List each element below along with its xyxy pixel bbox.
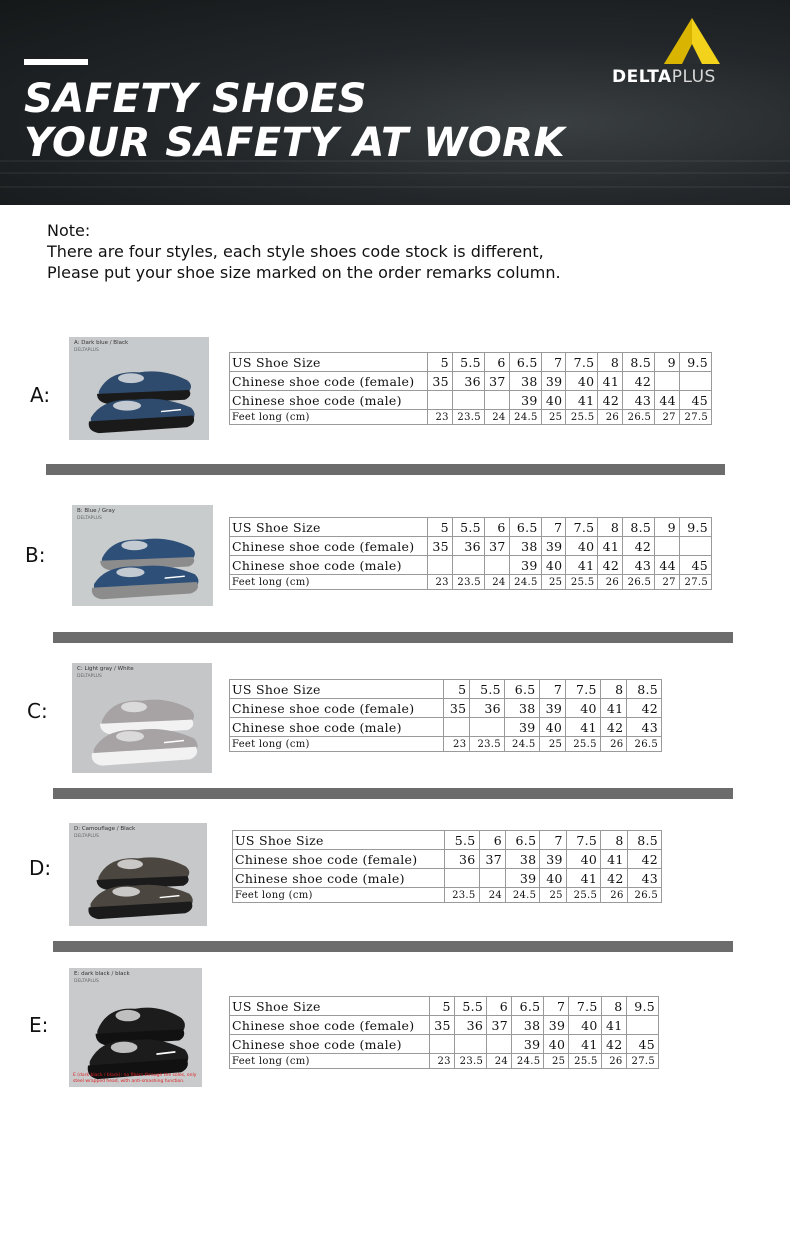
- size-cell: 44: [655, 391, 680, 410]
- size-cell: 39: [506, 869, 540, 888]
- logo-wordmark: DELTAPLUS: [612, 67, 716, 87]
- size-cell: 41: [566, 869, 600, 888]
- size-cell: 24.5: [512, 1054, 544, 1069]
- size-cell: 23.5: [470, 737, 505, 752]
- size-cell: 25: [541, 410, 566, 425]
- photo-brand: DELTAPLUS: [77, 516, 102, 521]
- size-cell: [479, 869, 505, 888]
- size-row-feet: [230, 410, 712, 425]
- size-cell: 42: [600, 718, 627, 737]
- size-cell: 40: [566, 699, 601, 718]
- size-row-female: [230, 699, 662, 718]
- size-cell: 8.5: [627, 831, 661, 850]
- size-row-us: [230, 518, 712, 537]
- size-cell: 44: [655, 556, 680, 575]
- size-cell: 42: [623, 372, 655, 391]
- size-cell: 42: [627, 699, 662, 718]
- size-cell: 26: [601, 888, 627, 903]
- size-row-us: [230, 353, 712, 372]
- size-cell: 27.5: [679, 575, 711, 590]
- size-row-feet: [230, 575, 712, 590]
- size-cell: 38: [506, 850, 540, 869]
- size-chart-table: [232, 830, 662, 903]
- size-cell: 9: [655, 518, 680, 537]
- size-cell: 9: [655, 353, 680, 372]
- size-cell: 6: [479, 831, 505, 850]
- size-cell: 40: [541, 556, 566, 575]
- size-cell: 42: [598, 391, 623, 410]
- size-cell: 7: [539, 680, 566, 699]
- size-cell: 42: [601, 869, 627, 888]
- shoe-photo: [69, 968, 202, 1087]
- size-cell: 7: [540, 831, 566, 850]
- size-cell: 35: [428, 537, 453, 556]
- size-cell: [428, 391, 453, 410]
- size-cell: [428, 556, 453, 575]
- size-cell: 7.5: [566, 831, 600, 850]
- size-cell: 42: [598, 556, 623, 575]
- size-row-us: [230, 997, 659, 1016]
- size-cell: 24: [487, 1054, 512, 1069]
- size-row-label: Feet long (cm): [230, 575, 428, 590]
- size-cell: 7: [541, 518, 566, 537]
- size-cell: 25: [540, 888, 566, 903]
- size-cell: 7: [544, 997, 569, 1016]
- section-divider: [46, 464, 725, 475]
- title-accent-bar: [24, 59, 88, 65]
- size-cell: 45: [626, 1035, 658, 1054]
- size-row-male: [233, 869, 662, 888]
- size-cell: 25.5: [569, 1054, 601, 1069]
- size-cell: 5: [428, 518, 453, 537]
- size-row-female: [230, 372, 712, 391]
- size-cell: 36: [454, 1016, 486, 1035]
- section-divider: [53, 941, 733, 952]
- size-cell: 26.5: [623, 575, 655, 590]
- size-cell: [679, 372, 711, 391]
- size-row-label: Chinese shoe code (male): [233, 869, 445, 888]
- size-cell: 5.5: [452, 353, 484, 372]
- size-cell: 6.5: [504, 680, 539, 699]
- size-cell: 5.5: [454, 997, 486, 1016]
- section-divider: [53, 788, 733, 799]
- size-row-feet: [230, 1054, 659, 1069]
- size-cell: 23: [428, 410, 453, 425]
- note-line-remarks: Please put your shoe size marked on the order remarks column.: [47, 263, 561, 282]
- size-cell: 7: [541, 353, 566, 372]
- photo-brand: DELTAPLUS: [77, 674, 102, 679]
- size-cell: 5.5: [452, 518, 484, 537]
- size-cell: 24.5: [506, 888, 540, 903]
- photo-brand: DELTAPLUS: [74, 348, 99, 353]
- size-cell: 23.5: [445, 888, 479, 903]
- size-cell: 43: [623, 556, 655, 575]
- size-cell: 7.5: [566, 680, 601, 699]
- size-cell: 43: [627, 718, 662, 737]
- size-cell: 27: [655, 575, 680, 590]
- shoe-photo: [69, 337, 209, 440]
- size-cell: 41: [566, 718, 601, 737]
- size-cell: 40: [566, 850, 600, 869]
- size-cell: 39: [504, 718, 539, 737]
- size-cell: 7.5: [566, 518, 598, 537]
- size-cell: 41: [601, 850, 627, 869]
- size-cell: [626, 1016, 658, 1035]
- size-row-label: Chinese shoe code (female): [230, 1016, 430, 1035]
- size-cell: 8: [601, 831, 627, 850]
- style-label: A:: [30, 383, 51, 407]
- size-row-label: Feet long (cm): [230, 737, 444, 752]
- photo-caption: E: dark black / black: [74, 971, 130, 977]
- size-cell: 35: [428, 372, 453, 391]
- style-label: B:: [25, 543, 46, 567]
- size-cell: 8.5: [627, 680, 662, 699]
- banner-title-line2: YOUR SAFETY AT WORK: [24, 120, 566, 166]
- size-cell: 6.5: [509, 518, 541, 537]
- size-cell: 39: [541, 537, 566, 556]
- size-cell: 6: [484, 353, 509, 372]
- size-cell: 9.5: [626, 997, 658, 1016]
- size-cell: 36: [445, 850, 479, 869]
- size-cell: 26.5: [627, 737, 662, 752]
- size-row-label: US Shoe Size: [230, 680, 444, 699]
- photo-caption: B: Blue / Gray: [77, 508, 116, 514]
- style-label: C:: [27, 699, 48, 723]
- size-cell: 8.5: [623, 353, 655, 372]
- size-row-us: [233, 831, 662, 850]
- size-cell: 24: [484, 410, 509, 425]
- size-cell: 40: [544, 1035, 569, 1054]
- size-row-label: Chinese shoe code (male): [230, 718, 444, 737]
- size-cell: 37: [484, 372, 509, 391]
- size-cell: 37: [487, 1016, 512, 1035]
- size-cell: 41: [601, 1016, 626, 1035]
- size-cell: 40: [539, 718, 566, 737]
- size-cell: 38: [509, 537, 541, 556]
- size-cell: 43: [623, 391, 655, 410]
- size-row-label: Chinese shoe code (male): [230, 391, 428, 410]
- size-cell: 6.5: [512, 997, 544, 1016]
- size-cell: 8.5: [623, 518, 655, 537]
- size-cell: 27: [655, 410, 680, 425]
- size-row-label: Chinese shoe code (female): [230, 372, 428, 391]
- size-cell: 24: [479, 888, 505, 903]
- size-cell: 25: [539, 737, 566, 752]
- size-row-male: [230, 718, 662, 737]
- size-cell: [470, 718, 505, 737]
- size-cell: 26: [600, 737, 627, 752]
- size-cell: 25.5: [566, 888, 600, 903]
- style-label: E:: [29, 1013, 49, 1037]
- size-row-label: Feet long (cm): [233, 888, 445, 903]
- shoe-photo: [72, 663, 212, 773]
- size-row-us: [230, 680, 662, 699]
- size-cell: 25.5: [566, 737, 601, 752]
- size-cell: 5: [443, 680, 470, 699]
- size-cell: 24.5: [509, 575, 541, 590]
- size-cell: 23.5: [452, 575, 484, 590]
- size-cell: 40: [541, 391, 566, 410]
- size-cell: 26: [598, 575, 623, 590]
- size-cell: 36: [452, 372, 484, 391]
- size-cell: 35: [429, 1016, 454, 1035]
- size-cell: 39: [541, 372, 566, 391]
- size-cell: [484, 391, 509, 410]
- size-cell: 41: [569, 1035, 601, 1054]
- size-cell: 41: [600, 699, 627, 718]
- size-cell: 8: [598, 518, 623, 537]
- size-row-feet: [230, 737, 662, 752]
- size-cell: 25.5: [566, 575, 598, 590]
- size-row-label: Feet long (cm): [230, 1054, 430, 1069]
- size-cell: [443, 718, 470, 737]
- deltaplus-logo: [612, 16, 772, 88]
- size-row-label: Chinese shoe code (female): [233, 850, 445, 869]
- size-cell: [655, 537, 680, 556]
- size-chart-table: [229, 352, 712, 425]
- size-cell: 40: [566, 372, 598, 391]
- size-cell: 8: [600, 680, 627, 699]
- size-cell: 37: [484, 537, 509, 556]
- size-cell: 38: [512, 1016, 544, 1035]
- size-cell: 38: [509, 372, 541, 391]
- size-row-female: [230, 1016, 659, 1035]
- size-row-label: Chinese shoe code (female): [230, 699, 444, 718]
- size-cell: 25.5: [566, 410, 598, 425]
- shoe-pair-illustration: [72, 663, 212, 773]
- banner-title-line1: SAFETY SHOES: [24, 76, 368, 122]
- size-chart-table: [229, 517, 712, 590]
- photo-caption: A: Dark blue / Black: [74, 340, 129, 346]
- size-row-male: [230, 391, 712, 410]
- size-row-label: US Shoe Size: [233, 831, 445, 850]
- size-cell: 27.5: [626, 1054, 658, 1069]
- size-row-label: Chinese shoe code (female): [230, 537, 428, 556]
- photo-caption: D: Camouflage / Black: [74, 826, 136, 832]
- size-cell: 38: [504, 699, 539, 718]
- shoe-pair-illustration: [69, 968, 202, 1087]
- size-row-female: [230, 537, 712, 556]
- size-cell: 7.5: [566, 353, 598, 372]
- size-cell: 23: [429, 1054, 454, 1069]
- size-cell: [445, 869, 479, 888]
- section-divider: [53, 632, 733, 643]
- photo-caption: C: Light gray / White: [77, 666, 134, 672]
- note-heading: Note:: [47, 221, 91, 240]
- size-cell: 5.5: [470, 680, 505, 699]
- size-cell: 25: [544, 1054, 569, 1069]
- size-cell: [429, 1035, 454, 1054]
- size-cell: 23: [443, 737, 470, 752]
- size-cell: [679, 537, 711, 556]
- size-chart-table: [229, 996, 659, 1069]
- size-cell: 27.5: [679, 410, 711, 425]
- size-cell: 39: [509, 391, 541, 410]
- size-cell: 40: [566, 537, 598, 556]
- size-cell: 5: [429, 997, 454, 1016]
- size-cell: [484, 556, 509, 575]
- photo-footnote: E (dark black / black): no fibers through the soles, only steel wrapped head, with anti-smashing function.: [73, 1073, 197, 1084]
- size-cell: [655, 372, 680, 391]
- size-cell: 40: [569, 1016, 601, 1035]
- size-cell: 39: [544, 1016, 569, 1035]
- size-cell: 42: [623, 537, 655, 556]
- size-cell: 23.5: [454, 1054, 486, 1069]
- size-cell: 39: [540, 850, 566, 869]
- size-cell: 40: [540, 869, 566, 888]
- size-cell: 26: [601, 1054, 626, 1069]
- style-label: D:: [29, 856, 52, 880]
- header-banner: [0, 0, 790, 205]
- size-cell: 25: [541, 575, 566, 590]
- size-cell: 35: [443, 699, 470, 718]
- size-cell: 36: [452, 537, 484, 556]
- size-cell: 23: [428, 575, 453, 590]
- size-cell: 41: [566, 556, 598, 575]
- size-cell: 6.5: [506, 831, 540, 850]
- size-cell: 5.5: [445, 831, 479, 850]
- size-cell: 26.5: [623, 410, 655, 425]
- size-cell: 39: [512, 1035, 544, 1054]
- size-cell: 9.5: [679, 518, 711, 537]
- size-row-label: US Shoe Size: [230, 997, 430, 1016]
- size-cell: 9.5: [679, 353, 711, 372]
- size-cell: 37: [479, 850, 505, 869]
- size-cell: 26: [598, 410, 623, 425]
- size-row-label: Chinese shoe code (male): [230, 556, 428, 575]
- size-cell: 8: [601, 997, 626, 1016]
- size-cell: 6: [487, 997, 512, 1016]
- size-cell: 6.5: [509, 353, 541, 372]
- size-cell: [452, 391, 484, 410]
- size-cell: 36: [470, 699, 505, 718]
- size-cell: 43: [627, 869, 661, 888]
- size-row-male: [230, 1035, 659, 1054]
- size-cell: 42: [627, 850, 661, 869]
- size-row-female: [233, 850, 662, 869]
- size-row-label: US Shoe Size: [230, 353, 428, 372]
- size-cell: 23.5: [452, 410, 484, 425]
- size-cell: 41: [598, 537, 623, 556]
- size-cell: 41: [566, 391, 598, 410]
- size-cell: 24: [484, 575, 509, 590]
- size-row-feet: [233, 888, 662, 903]
- size-cell: 42: [601, 1035, 626, 1054]
- size-cell: 24.5: [509, 410, 541, 425]
- size-cell: [487, 1035, 512, 1054]
- size-cell: 45: [679, 391, 711, 410]
- size-cell: 6: [484, 518, 509, 537]
- size-cell: 41: [598, 372, 623, 391]
- size-cell: 7.5: [569, 997, 601, 1016]
- size-cell: 5: [428, 353, 453, 372]
- photo-brand: DELTAPLUS: [74, 979, 99, 984]
- size-cell: [454, 1035, 486, 1054]
- size-cell: [452, 556, 484, 575]
- note-line-styles: There are four styles, each style shoes code stock is different,: [47, 242, 544, 261]
- shoe-photo: [69, 823, 207, 926]
- order-note: [47, 220, 561, 283]
- photo-brand: DELTAPLUS: [74, 834, 99, 839]
- size-cell: 39: [539, 699, 566, 718]
- size-cell: 8: [598, 353, 623, 372]
- triangle-logo-icon: [662, 16, 722, 66]
- size-row-label: Feet long (cm): [230, 410, 428, 425]
- size-row-male: [230, 556, 712, 575]
- size-row-label: Chinese shoe code (male): [230, 1035, 430, 1054]
- size-cell: 24.5: [504, 737, 539, 752]
- shoe-photo: [72, 505, 213, 606]
- size-cell: 39: [509, 556, 541, 575]
- size-cell: 26.5: [627, 888, 661, 903]
- size-cell: 45: [679, 556, 711, 575]
- size-row-label: US Shoe Size: [230, 518, 428, 537]
- size-chart-table: [229, 679, 662, 752]
